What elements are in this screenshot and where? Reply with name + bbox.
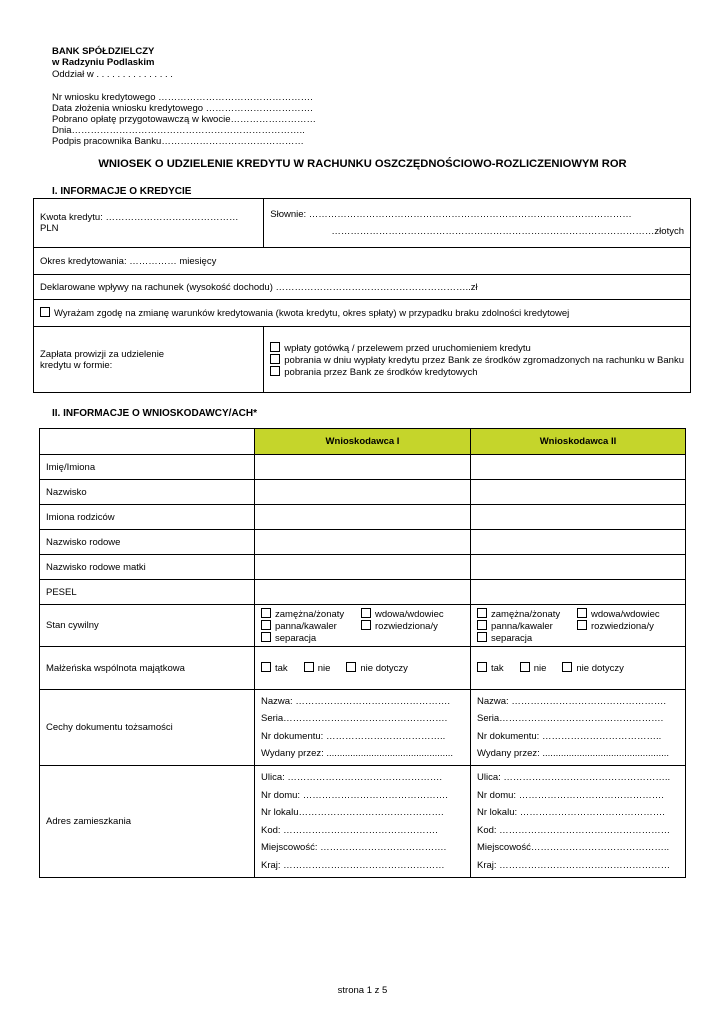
- property-yes-label-1: tak: [275, 663, 288, 674]
- married-label-2: zamężna/żonaty: [491, 608, 561, 620]
- widow-checkbox-2[interactable]: [577, 608, 587, 618]
- id-document-label: Cechy dokumentu tożsamości: [40, 690, 255, 766]
- id-document-applicant-2[interactable]: [471, 690, 686, 766]
- widow-label-1: wdowa/wdowiec: [375, 608, 444, 620]
- id-name-line-1: Nazwa: ………………………………………….: [261, 695, 450, 707]
- page-number: strona 1 z 5: [337, 985, 388, 996]
- declared-inflows-cell[interactable]: [34, 275, 691, 300]
- civil-status-applicant-1: [255, 605, 471, 647]
- property-yes-checkbox-1[interactable]: [261, 662, 271, 672]
- property-no-checkbox-1[interactable]: [304, 662, 314, 672]
- fee-option-3-checkbox[interactable]: [270, 366, 280, 376]
- civil-status-applicant-2: [471, 605, 686, 647]
- application-number-line: Nr wniosku kredytowego ………………………………………….: [52, 92, 313, 103]
- property-no-label-2: nie: [533, 663, 547, 674]
- amount-in-words-line-1: Słownie: …………………………………………………………………………………………: [270, 208, 632, 220]
- consent-checkbox[interactable]: [40, 307, 50, 317]
- bank-location: w Radzyniu Podlaskim: [52, 57, 155, 68]
- address-label: Adres zamieszkania: [40, 766, 255, 878]
- first-name-label: Imię/Imiona: [40, 455, 255, 480]
- parents-names-applicant-1[interactable]: [255, 505, 471, 530]
- joint-property-applicant-2: [471, 647, 686, 690]
- fee-form-options-cell: [264, 327, 691, 393]
- property-na-checkbox-1[interactable]: [346, 662, 356, 672]
- property-yes-checkbox-2[interactable]: [477, 662, 487, 672]
- fee-form-label: Zapłata prowizji za udzielenie kredytu w formie:: [40, 348, 165, 371]
- id-series-line-2: Seria…………………………………………….: [477, 713, 664, 724]
- fee-collected-line: Pobrano opłatę przygotowawczą w kwocie………………………: [52, 114, 316, 125]
- single-label-1: panna/kawaler: [275, 620, 337, 632]
- maiden-name-applicant-1[interactable]: [255, 530, 471, 555]
- id-issuer-line-1: Wydany przez: ................................................: [261, 748, 454, 759]
- fee-option-3-label: pobrania przez Bank ze środków kredytowych: [284, 366, 478, 378]
- id-series-line-1: Seria…………………………………………….: [261, 713, 448, 724]
- street-line-1: Ulica: ………………………………………….: [261, 772, 443, 783]
- parents-names-applicant-2[interactable]: [471, 505, 686, 530]
- mother-maiden-name-applicant-1[interactable]: [255, 555, 471, 580]
- property-na-checkbox-2[interactable]: [562, 662, 572, 672]
- credit-period-cell[interactable]: [34, 248, 691, 275]
- bank-name: BANK SPÓŁDZIELCZY: [52, 46, 155, 57]
- id-number-line-1: Nr dokumentu: ………………………………..: [261, 730, 446, 742]
- house-number-line-1: Nr domu: ……………………………………….: [261, 789, 448, 801]
- employee-signature-line: Podpis pracownika Banku………………………………………: [52, 136, 304, 147]
- header-empty-cell: [40, 429, 255, 455]
- fee-option-2-label: pobrania w dniu wypłaty kredytu przez Bank ze środków zgromadzonych na rachunku w Banku: [284, 354, 684, 366]
- date-line: Dnia………………………………………………………………..: [52, 125, 305, 136]
- property-na-label-1: nie dotyczy: [360, 663, 408, 674]
- separation-label-1: separacja: [275, 632, 317, 644]
- declared-inflows-label: Deklarowane wpływy na rachunek (wysokość dochodu) ……………………………………………………..zł: [40, 281, 478, 293]
- street-line-2: Ulica: ……………………………………………..: [477, 772, 671, 783]
- mother-maiden-name-applicant-2[interactable]: [471, 555, 686, 580]
- single-checkbox-1[interactable]: [261, 620, 271, 630]
- consent-label: Wyrażam zgodę na zmianę warunków kredytowania (kwota kredytu, okres spłaty) w przypadku braku zdolności kredytowej: [54, 308, 570, 319]
- property-no-label-1: nie: [317, 663, 331, 674]
- property-no-checkbox-2[interactable]: [520, 662, 530, 672]
- applicant-1-header: Wnioskodawca I: [255, 429, 471, 455]
- first-name-applicant-1[interactable]: [255, 455, 471, 480]
- separation-label-2: separacja: [491, 632, 533, 644]
- joint-property-label: Małżeńska wspólnota majątkowa: [40, 647, 255, 690]
- pesel-applicant-1[interactable]: [255, 580, 471, 605]
- id-name-line-2: Nazwa: ………………………………………….: [477, 695, 666, 707]
- postal-code-line-2: Kod: ………………………………………………: [477, 824, 671, 836]
- married-checkbox-2[interactable]: [477, 608, 487, 618]
- consent-cell: [34, 300, 691, 327]
- surname-label: Nazwisko: [40, 480, 255, 505]
- country-line-1: Kraj: ……………………………………………: [261, 859, 445, 871]
- divorced-checkbox-1[interactable]: [361, 620, 371, 630]
- flat-number-line-1: Nr lokalu……………………………………….: [261, 807, 444, 818]
- property-yes-label-2: tak: [491, 663, 504, 674]
- address-applicant-1[interactable]: [255, 766, 471, 878]
- flat-number-line-2: Nr lokalu: ……………………………………….: [477, 807, 665, 818]
- id-document-applicant-1[interactable]: [255, 690, 471, 766]
- id-number-line-2: Nr dokumentu: ………………………………..: [477, 730, 662, 742]
- page-title: WNIOSEK O UDZIELENIE KREDYTU W RACHUNKU OSZCZĘDNOŚCIOWO-ROZLICZENIOWYM ROR: [98, 158, 627, 170]
- credit-amount-label: Kwota kredytu: …………………………………… PLN: [40, 212, 239, 234]
- credit-period-label: Okres kredytowania: …………… miesięcy: [40, 255, 217, 267]
- joint-property-applicant-1: [255, 647, 471, 690]
- divorced-label-1: rozwiedziona/y: [375, 620, 438, 632]
- applicant-2-header: Wnioskodawca II: [471, 429, 686, 455]
- city-line-2: Miejscowość……………………………………..: [477, 842, 670, 853]
- separation-checkbox-1[interactable]: [261, 632, 271, 642]
- pesel-applicant-2[interactable]: [471, 580, 686, 605]
- address-applicant-2[interactable]: [471, 766, 686, 878]
- pesel-label: PESEL: [40, 580, 255, 605]
- separation-checkbox-2[interactable]: [477, 632, 487, 642]
- credit-amount-cell[interactable]: [34, 199, 264, 248]
- fee-form-label-cell: [34, 327, 264, 393]
- city-line-1: Miejscowość: ………………………………….: [261, 842, 447, 853]
- amount-in-words-cell[interactable]: [264, 199, 691, 248]
- fee-option-1-label: wpłaty gotówką / przelewem przed uruchomieniem kredytu: [284, 342, 531, 354]
- surname-applicant-2[interactable]: [471, 480, 686, 505]
- fee-option-1-checkbox[interactable]: [270, 342, 280, 352]
- credit-info-table: [33, 198, 691, 393]
- mother-maiden-name-label: Nazwisko rodowe matki: [40, 555, 255, 580]
- amount-in-words-line-2: …………………………………………………………………………………………złotych: [331, 226, 684, 237]
- widow-checkbox-1[interactable]: [361, 608, 371, 618]
- fee-option-2-checkbox[interactable]: [270, 354, 280, 364]
- applicants-table: [39, 428, 686, 878]
- widow-label-2: wdowa/wdowiec: [591, 608, 660, 620]
- postal-code-line-1: Kod: ………………………………………….: [261, 824, 438, 836]
- divorced-label-2: rozwiedziona/y: [591, 620, 654, 632]
- civil-status-label: Stan cywilny: [40, 605, 255, 647]
- married-label-1: zamężna/żonaty: [275, 608, 345, 620]
- section-1-heading: I. INFORMACJE O KREDYCIE: [52, 186, 192, 197]
- parents-names-label: Imiona rodziców: [40, 505, 255, 530]
- married-checkbox-1[interactable]: [261, 608, 271, 618]
- single-checkbox-2[interactable]: [477, 620, 487, 630]
- divorced-checkbox-2[interactable]: [577, 620, 587, 630]
- id-issuer-line-2: Wydany przez: ................................................: [477, 748, 670, 759]
- section-2-heading: II. INFORMACJE O WNIOSKODAWCY/ACH*: [52, 408, 258, 419]
- surname-applicant-1[interactable]: [255, 480, 471, 505]
- country-line-2: Kraj: ………………………………………………: [477, 859, 671, 871]
- single-label-2: panna/kawaler: [491, 620, 553, 632]
- submission-date-line: Data złożenia wniosku kredytowego …………………………….: [52, 103, 313, 114]
- property-na-label-2: nie dotyczy: [576, 663, 624, 674]
- maiden-name-applicant-2[interactable]: [471, 530, 686, 555]
- branch-line: Oddział w . . . . . . . . . . . . . . .: [52, 69, 173, 80]
- house-number-line-2: Nr domu: ……………………………………….: [477, 789, 664, 801]
- first-name-applicant-2[interactable]: [471, 455, 686, 480]
- maiden-name-label: Nazwisko rodowe: [40, 530, 255, 555]
